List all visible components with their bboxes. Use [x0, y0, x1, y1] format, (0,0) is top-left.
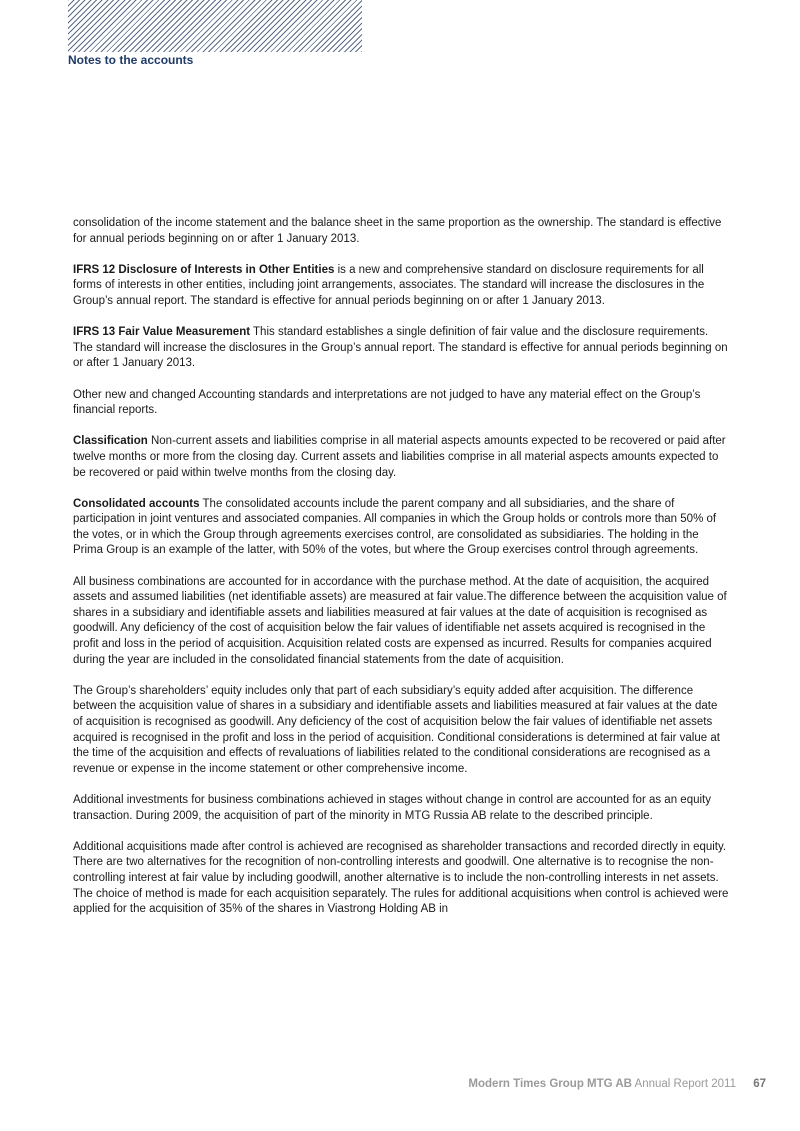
footer-report-title: Annual Report 2011 — [634, 1078, 736, 1090]
paragraph-text: Additional acquisitions made after control is achieved are recognised as shareholder transactions and recorded directly in equity. There are two alternatives for the recognition of non-controlling interests and goodwill. One alternative is to recognise the non-controlling interest at fair value by including goodwill, another alternative is to include the non-controlling interests in net assets. The choice of method is made for each acquisition separately. The rules for additional acquisitions when control is achieved were applied for the acquisition of 35% of the shares in Viastrong Holding AB in — [73, 840, 729, 916]
paragraph-text: Additional investments for business combinations achieved in stages without change in control are accounted for as an equity transaction. During 2009, the acquisition of part of the minority in MTG Russia AB relate to the described principle. — [73, 793, 711, 822]
paragraph-text: All business combinations are accounted for in accordance with the purchase method. At the date of acquisition, the acquired assets and assumed liabilities (net identifiable assets) are measured at fair value.The difference between the acquisition value of shares in a subsidiary and identifiable assets and liabilities measured at fair values at the date of acquisition is recognised as goodwill. Any deficiency of the cost of acquisition below the fair values of identifiable net assets acquired is recognised in the profit and loss in the period of acquisition. Acquisition related costs are expensed as incurred. Results for companies acquired during the year are included in the consolidated financial statements from the date of acquisition. — [73, 575, 727, 666]
footer-company: Modern Times Group MTG AB — [468, 1078, 632, 1090]
paragraph — [73, 575, 729, 669]
paragraph-text: This standard establishes a single definition of fair value and the disclosure requirements. The standard will increase the disclosures in the Group’s annual report. The standard is effective for annual periods beginning on or after 1 January 2013. — [73, 326, 728, 370]
paragraph — [73, 216, 729, 247]
paragraph — [73, 325, 729, 372]
paragraph — [73, 840, 729, 918]
paragraph-lead: Consolidated accounts — [73, 497, 200, 510]
body-text — [73, 216, 729, 933]
paragraph — [73, 388, 729, 419]
paragraph-text: The consolidated accounts include the parent company and all subsidiaries, and the share of participation in joint ventures and associated companies. All companies in which the Group holds or controls more than 50% of the votes, or in which the Group through agreements exercises control, are consolidated as subsidiaries. The holding in the Prima Group is an example of the latter, with 50% of the votes, but where the Group exercises control through agreements. — [73, 497, 717, 557]
header-hatch-pattern — [68, 0, 362, 52]
paragraph — [73, 793, 729, 824]
paragraph — [73, 684, 729, 778]
paragraph-text: is a new and comprehensive standard on disclosure requirements for all forms of interests in other entities, including joint arrangements, associates. The standard will increase the disclosures in the Group’s annual report. The standard is effective for annual periods beginning on or after 1 January 2013. — [73, 263, 705, 307]
paragraph-text: consolidation of the income statement and the balance sheet in the same proportion as the ownership. The standard is effective for annual periods beginning on or after 1 January 2013. — [73, 217, 722, 245]
paragraph — [73, 497, 729, 559]
paragraph-text: Non-current assets and liabilities comprise in all material aspects amounts expected to be recovered or paid after twelve months or more from the closing day. Current assets and liabilities comprise in all material aspects amounts expected to be recovered or paid within twelve months from the closing day. — [73, 435, 726, 479]
paragraph-text: Other new and changed Accounting standards and interpretations are not judged to have any material effect on the Group’s financial reports. — [73, 388, 701, 417]
paragraph-lead: IFRS 12 Disclosure of Interests in Other Entities — [73, 263, 335, 276]
paragraph — [73, 434, 729, 481]
paragraph-lead: IFRS 13 Fair Value Measurement — [73, 326, 251, 339]
page-footer — [468, 1078, 766, 1090]
paragraph-text: The Group’s shareholders’ equity includes only that part of each subsidiary’s equity added after acquisition. The difference between the acquisition value of shares in a subsidiary and identifiable assets and liabilities measured at fair values at the date of acquisition is recognised as goodwill. Any deficiency of the cost of acquisition below the fair values of identifiable net assets acquired is recognised in the profit and loss in the period of acquisition. Conditional considerations is determined at fair value at the time of the acquisition and effects of revaluations of liabilities related to the conditional considerations are recognised as a revenue or expense in the income statement or other comprehensive income. — [73, 684, 720, 775]
section-title: Notes to the accounts — [68, 53, 194, 67]
paragraph — [73, 263, 729, 310]
page-number: 67 — [753, 1078, 766, 1090]
paragraph-lead: Classification — [73, 435, 148, 448]
